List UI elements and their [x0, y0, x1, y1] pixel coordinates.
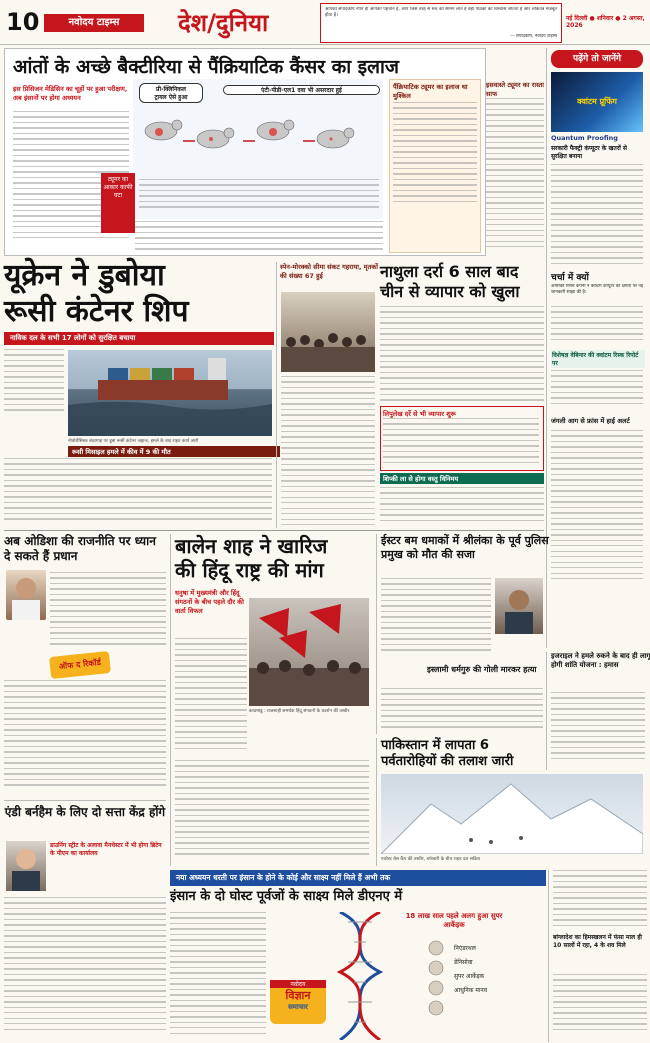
skull-icons	[422, 940, 452, 1030]
lipulekh-head: लिपुलेख दर्रे से भी व्यापार शुरू	[383, 410, 456, 418]
himachal-headline: बांग्लादेश का हिमस्खलन में फंसा माल ही 10 सालों में रहा, 4 के शव मिले	[553, 934, 642, 949]
dna-headline-text: इंसान के दो घोस्ट पूर्वजों के साक्ष्य मिले डीएनए में	[170, 889, 403, 904]
odisha-headline: अब ओडिशा की राजनीति पर ध्यान दे सकते हैं प्रधान	[4, 534, 156, 563]
lineage-label: निएंडरथल	[454, 945, 476, 952]
expert-head: विशेषज्ञ वेबिनार की क्वांटम रिस्क रिपोर्ट पर	[551, 350, 645, 368]
lineage-label: सुपर आर्केइक	[454, 973, 485, 980]
cancer-side-col	[486, 80, 544, 254]
side-col-title: इसवास्ते ट्यूमर का रास्ता साफ	[486, 81, 544, 98]
burnham-headline: एंडी बर्नहैम के लिए दो सत्ता केंद्र होंगे	[4, 805, 166, 819]
dna-helix-icon	[330, 912, 390, 1040]
sidebox-title: पैंक्रियाटिक ट्यूमर का इलाज था मुश्किल	[393, 83, 468, 100]
pakistan-headline-1: पाकिस्तान में लापता 6	[381, 738, 489, 753]
pakistan-story	[376, 738, 650, 866]
dna-headline	[170, 888, 546, 906]
balen-headline-2: की हिंदू राष्ट्र की मांग	[175, 558, 324, 582]
tumor-caption: ट्यूमर का आकार काफी घटा	[101, 173, 135, 233]
crowd-photo	[281, 292, 375, 372]
badge-line-3: समाचार	[288, 1003, 308, 1011]
cancer-sidebox	[389, 79, 481, 253]
quantum-head: सरकारी फैक्ट्री कंप्यूटर के खतरों से सुरक्षित बनाना	[551, 145, 627, 160]
hamas-headline: इजराइल ने हमले रुकने के बाद ही लागू होगी शांति योजना : हमास	[551, 652, 650, 669]
srilanka-headline: ईस्टर बम धमाकों में श्रीलंका के पूर्व पुलिस प्रमुख को मौत की सजा	[381, 534, 549, 561]
lineage-label: आधुनिक मानव	[454, 987, 488, 994]
dna-diagram	[330, 912, 544, 1040]
off-record-badge: ऑफ द रिकॉर्ड	[49, 651, 111, 679]
police-chief-photo	[495, 578, 543, 634]
burnham-story	[4, 800, 166, 1041]
nathula-story	[380, 262, 544, 528]
protest-photo	[249, 598, 369, 706]
dna-story	[170, 870, 546, 1042]
ship-photo	[68, 350, 272, 436]
balen-story	[170, 534, 375, 866]
toll-title: स्पेन-मोरक्को सीमा संकट गहराया, मृतकों की संख्या 67 हुई	[280, 263, 378, 280]
charcha-text: अमेरिकी रिसर्च कंपनी ने क्वांटम कंप्यूटर की क्षमता पर नई जानकारी साझा की है।	[551, 284, 643, 295]
pakistan-headline-2	[381, 754, 650, 770]
quantum-image-label: क्वांटम प्रूफिंग	[577, 97, 617, 106]
srilanka-story	[376, 534, 549, 734]
toll-story	[276, 262, 380, 528]
lineage-labels	[394, 940, 544, 1000]
cancer-body-2	[135, 221, 383, 251]
cancer-infographic	[133, 79, 383, 219]
date-line: नई दिल्ली ● शनिवार ● 2 अगस्त, 2026	[566, 15, 645, 29]
masthead	[0, 0, 650, 45]
pradhan-photo	[6, 570, 46, 620]
mountain-caption: एवरेस्ट बेस कैंप की तस्वीर, बर्फबारी के बीच राहत दल सक्रिय	[381, 857, 481, 862]
badge-line-2: विज्ञान	[285, 989, 311, 1002]
section-title: देश/दुनिया	[178, 9, 269, 37]
balen-sub: धनुषा में मुख्यमंत्री और हिंदू संगठनों के बीच पहले दौर की वार्ता विफल	[175, 589, 244, 615]
ship-caption: नोवोरोसिस्क बंदरगाह पर डूबा रूसी कंटेनर जहाज, हमले के बाद राहत कार्य जारी	[68, 439, 199, 444]
nathula-headline-1	[380, 262, 544, 282]
quote-text: आपकी संपादकीय नीति ही आपकी पहचान है, आप जिस तरह से सच को सामने लाते हैं वही पाठकों का विश्वास जीतता है और लोकतंत्र मजबूत होता है।	[325, 7, 557, 18]
paper-logo: नवोदय टाइम्स	[44, 14, 144, 32]
quantum-column	[546, 48, 647, 648]
islamist-head: इस्लामी धर्मगुरु की गोली मारकर हत्या	[427, 665, 537, 674]
mouse-illustrations	[133, 101, 383, 176]
cancer-subhead: इस प्रिसिजन मेडिसिन का चूहों पर हुआ परीक्षण, अब इंसानों पर होगा अध्ययन	[13, 85, 128, 102]
infographic-captions	[139, 179, 379, 215]
mountain-photo	[381, 774, 643, 854]
dna-banner: नया अध्ययन धरती पर इंसान के होने के कोई और साक्ष्य नहीं मिले हैं अभी तक	[170, 870, 546, 886]
burnham-sub: डाउनिंग स्ट्रीट के अलावा मैनचेस्टर में भी होगा ब्रिटेन के पीएम का कार्यालय	[50, 842, 162, 857]
nathula-headline-1-text: नाथुला दर्रा 6 साल बाद	[380, 262, 519, 281]
balen-headline-1: बालेन शाह ने खारिज	[175, 534, 328, 558]
dna-chart-title: 18 लाख साल पहले अलग हुआ सुपर आर्केइक	[405, 912, 503, 929]
ukraine-headline-2: रूसी कंटेनर शिप	[4, 294, 189, 329]
page-number: 10	[6, 8, 40, 36]
cancer-headline	[13, 53, 399, 79]
lipulekh-box	[380, 406, 544, 471]
protest-caption: काठमांडू : राजशाही समर्थक हिंदू संगठनों के प्रदर्शन की तस्वीर	[249, 709, 350, 714]
quantum-image	[551, 72, 643, 132]
fire-head: जंगली आग से फ्रांस में हाई अलर्ट	[551, 417, 630, 425]
lineage-label: डेनिसोवा	[454, 959, 473, 966]
charcha-head: चर्चा में क्यों	[551, 273, 589, 283]
science-badge	[270, 980, 326, 1024]
quantum-tag: Quantum Proofing	[551, 134, 618, 142]
quote-box	[320, 3, 562, 43]
odisha-story	[4, 534, 166, 798]
stage-preclinical: प्री-क्लिनिकल ट्रायल ऐसे हुआ	[139, 83, 203, 103]
ukraine-story	[4, 258, 274, 528]
shipki-head: शिप्की ला से होगा वस्तु विनिमय	[380, 473, 544, 484]
ukraine-headline-1: यूक्रेन ने डुबोया	[4, 258, 165, 293]
cancer-headline-text: आंतों के अच्छे बैक्टीरिया से पैंक्रियाटिक कैंसर का इलाज	[13, 56, 399, 78]
ukraine-subhead: नाविक दल के सभी 17 लोगों को सुरक्षित बचाया	[4, 332, 274, 345]
burnham-photo	[6, 841, 46, 891]
badge-line-1: नवोदय	[270, 980, 326, 988]
stage-antipd: एंटी-पीडी-एल1 दवा भी असरदार हुई	[223, 85, 380, 95]
pakistan-headline-2-text: पर्वतारोहियों की तलाश जारी	[381, 754, 514, 769]
quantum-box-title-text: पढ़ेंगे तो जानेंगे	[572, 54, 622, 64]
ukraine-related: रूसी मिसाइल हमले में कीव में 9 की मौत	[68, 446, 280, 457]
quantum-body	[551, 164, 643, 264]
quote-author: — संपादकीय, नवोदय टाइम्स	[510, 34, 557, 40]
nathula-headline-2: चीन से व्यापार को खुला	[380, 282, 520, 301]
himachal-story	[548, 870, 650, 1042]
ship-illustration	[68, 350, 272, 436]
cancer-story	[4, 48, 486, 256]
quantum-box-title	[551, 50, 643, 68]
